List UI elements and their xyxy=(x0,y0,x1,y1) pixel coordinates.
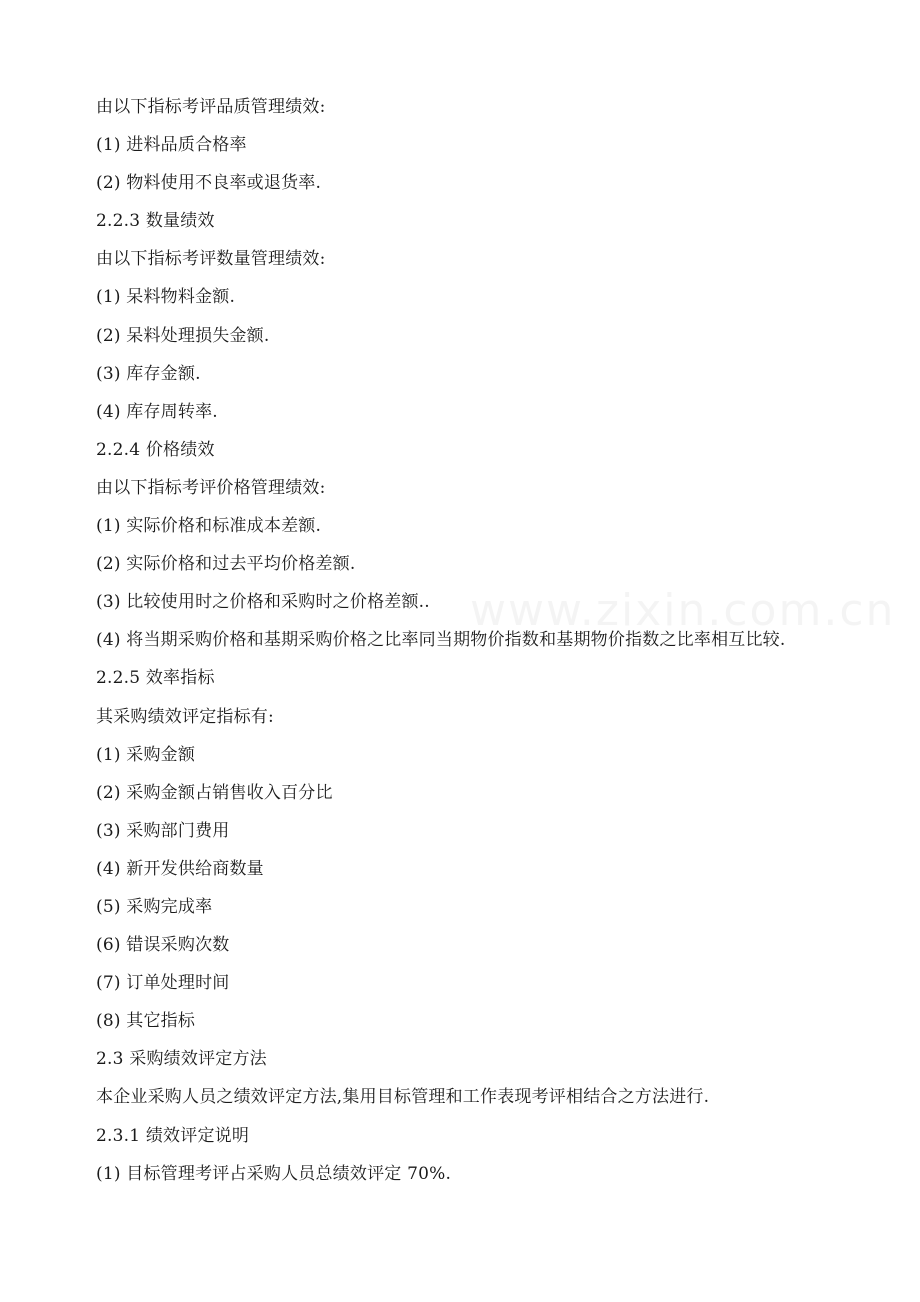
list-item: (1) 进料品质合格率 xyxy=(96,135,247,156)
list-item: (3) 库存金额. xyxy=(96,363,201,384)
list-item: (3) 采购部门费用 xyxy=(96,820,230,841)
section-heading: 2.3 采购绩效评定方法 xyxy=(96,1049,267,1070)
section-heading: 2.2.5 效率指标 xyxy=(96,668,215,689)
list-item: (2) 采购金额占销售收入百分比 xyxy=(96,782,333,803)
text-line: 由以下指标考评价格管理绩效: xyxy=(96,477,326,498)
text-line: 本企业采购人员之绩效评定方法,集用目标管理和工作表现考评相结合之方法进行. xyxy=(96,1087,710,1108)
section-heading: 2.2.3 数量绩效 xyxy=(96,211,215,232)
list-item: (2) 实际价格和过去平均价格差额. xyxy=(96,554,356,575)
list-item: (3) 比较使用时之价格和采购时之价格差额.. xyxy=(96,592,430,613)
document-body xyxy=(96,88,876,1193)
text-line: 由以下指标考评数量管理绩效: xyxy=(96,249,326,270)
list-item: (4) 将当期采购价格和基期采购价格之比率同当期物价指数和基期物价指数之比率相互比较. xyxy=(96,630,786,651)
list-item: (7) 订单处理时间 xyxy=(96,973,230,994)
section-heading: 2.3.1 绩效评定说明 xyxy=(96,1125,250,1146)
list-item: (1) 呆料物料金额. xyxy=(96,287,236,308)
section-heading: 2.2.4 价格绩效 xyxy=(96,439,215,460)
list-item: (1) 采购金额 xyxy=(96,744,196,765)
list-item: (1) 目标管理考评占采购人员总绩效评定 70%. xyxy=(96,1163,452,1184)
list-item: (4) 新开发供给商数量 xyxy=(96,858,264,879)
list-item: (4) 库存周转率. xyxy=(96,401,218,422)
list-item: (8) 其它指标 xyxy=(96,1011,196,1032)
text-line: 由以下指标考评品质管理绩效: xyxy=(96,97,326,117)
list-item: (2) 物料使用不良率或退货率. xyxy=(96,173,322,194)
list-item: (6) 错误采购次数 xyxy=(96,935,230,956)
list-item: (2) 呆料处理损失金额. xyxy=(96,325,270,346)
text-line: 其采购绩效评定指标有: xyxy=(96,706,274,727)
list-item: (5) 采购完成率 xyxy=(96,896,213,917)
list-item: (1) 实际价格和标准成本差额. xyxy=(96,516,322,537)
watermark: www.zixin.com.cn xyxy=(470,585,896,636)
